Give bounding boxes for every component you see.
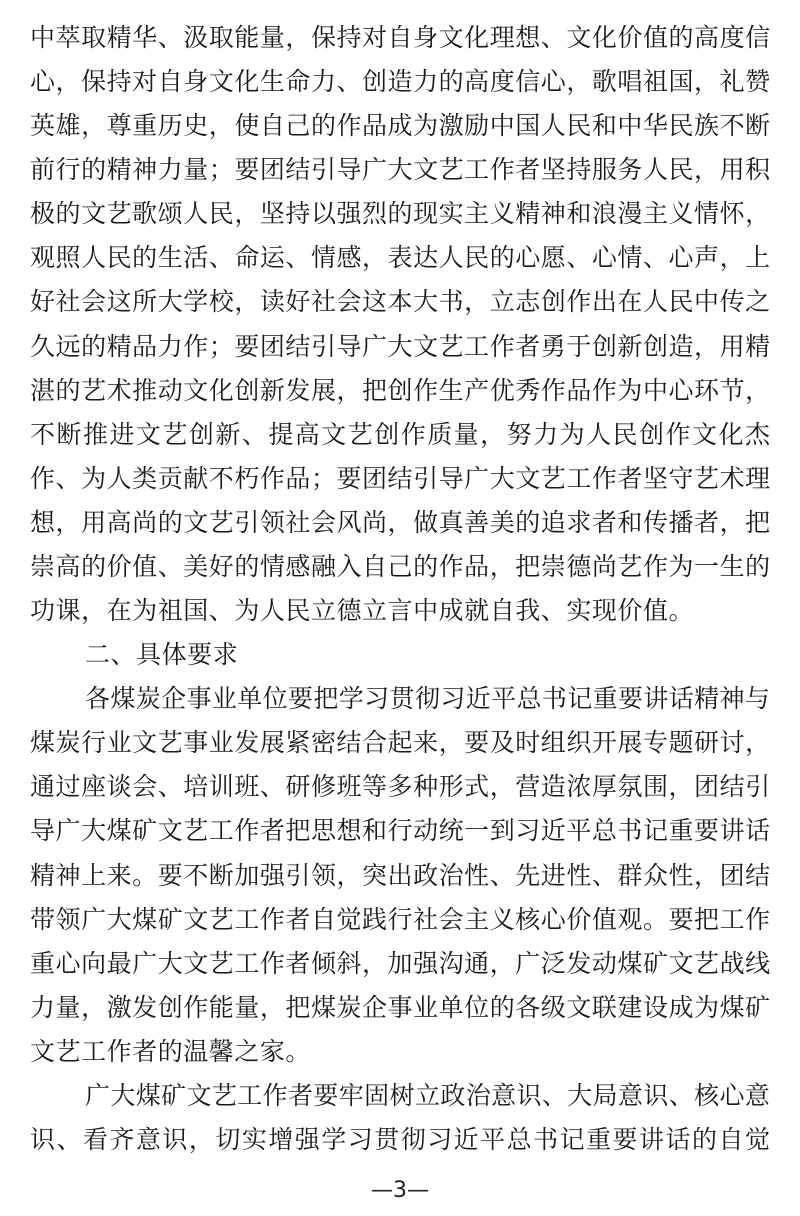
text-line: 极的文艺歌颂人民，坚持以强烈的现实主义精神和浪漫主义情怀，	[30, 199, 771, 228]
section-heading: 二、具体要求	[85, 640, 239, 669]
text-line: 精神上来。要不断加强引领，突出政治性、先进性、群众性，团结	[30, 861, 771, 890]
text-line: 好社会这所大学校，读好社会这本大书，立志创作出在人民中传之	[30, 287, 771, 316]
text-line: 煤炭行业文艺事业发展紧密结合起来，要及时组织开展专题研讨，	[30, 728, 771, 757]
text-line: 识、看齐意识，切实增强学习贯彻习近平总书记重要讲话的自觉	[30, 1125, 772, 1154]
text-line: 中萃取精华、汲取能量，保持对自身文化理想、文化价值的高度信	[30, 23, 771, 52]
text-line: 通过座谈会、培训班、研修班等多种形式，营造浓厚氛围，团结引	[30, 772, 771, 801]
text-line: 各煤炭企事业单位要把学习贯彻习近平总书记重要讲话精神与	[85, 684, 771, 713]
text-line: 观照人民的生活、命运、情感，表达人民的心愿、心情、心声，上	[30, 243, 771, 272]
text-line: 崇高的价值、美好的情感融入自己的作品，把崇德尚艺作为一生的	[30, 552, 771, 581]
text-line: 英雄，尊重历史，使自己的作品成为激励中国人民和中华民族不断	[30, 111, 771, 140]
page-number: —3—	[371, 1178, 429, 1203]
text-line: 想，用高尚的文艺引领社会风尚，做真善美的追求者和传播者，把	[30, 508, 771, 537]
text-line: 前行的精神力量；要团结引导广大文艺工作者坚持服务人民，用积	[30, 155, 771, 184]
text-line: 功课，在为祖国、为人民立德立言中成就自我、实现价值。	[30, 596, 695, 625]
text-line: 久远的精品力作；要团结引导广大文艺工作者勇于创新创造，用精	[30, 332, 771, 361]
text-line: 带领广大煤矿文艺工作者自觉践行社会主义核心价值观。要把工作	[30, 905, 771, 934]
text-line: 不断推进文艺创新、提高文艺创作质量，努力为人民创作文化杰	[30, 420, 772, 449]
text-line: 力量，激发创作能量，把煤炭企事业单位的各级文联建设成为煤矿	[30, 993, 771, 1022]
text-line: 文艺工作者的温馨之家。	[30, 1037, 311, 1066]
text-line: 重心向最广大文艺工作者倾斜，加强沟通，广泛发动煤矿文艺战线	[30, 949, 771, 978]
text-line: 导广大煤矿文艺工作者把思想和行动统一到习近平总书记重要讲话	[30, 816, 771, 845]
text-line: 广大煤矿文艺工作者要牢固树立政治意识、大局意识、核心意	[85, 1081, 771, 1110]
text-line: 湛的艺术推动文化创新发展，把创作生产优秀作品作为中心环节，	[30, 376, 771, 405]
text-line: 心，保持对自身文化生命力、创造力的高度信心，歌唱祖国，礼赞	[30, 67, 771, 96]
text-line: 作、为人类贡献不朽作品；要团结引导广大文艺工作者坚守艺术理	[30, 464, 771, 493]
